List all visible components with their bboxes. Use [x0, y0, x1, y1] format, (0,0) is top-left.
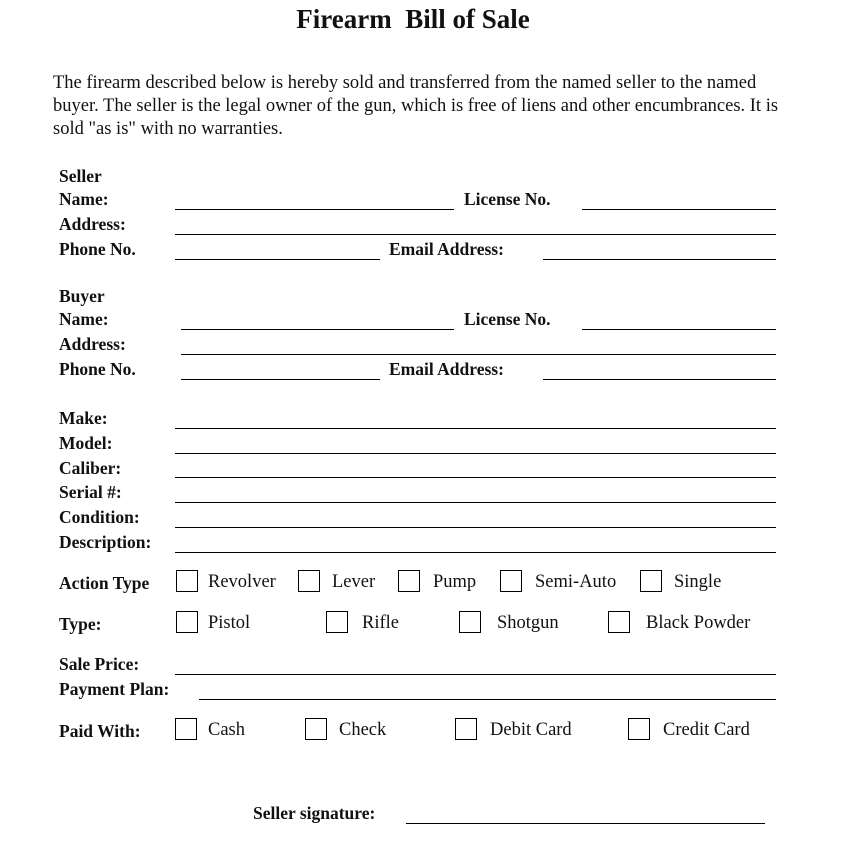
- pump-checkbox[interactable]: [398, 570, 420, 592]
- pump-label: Pump: [433, 572, 477, 592]
- model-label: Model:: [59, 433, 113, 453]
- cash-label: Cash: [208, 720, 245, 740]
- single-checkbox[interactable]: [640, 570, 662, 592]
- shotgun-checkbox[interactable]: [459, 611, 481, 633]
- buyer-name-label: Name:: [59, 309, 109, 329]
- paid-with-label: Paid With:: [59, 721, 141, 741]
- debit-card-checkbox[interactable]: [455, 718, 477, 740]
- credit-card-label: Credit Card: [663, 720, 750, 740]
- model-field[interactable]: [175, 453, 776, 454]
- revolver-checkbox[interactable]: [176, 570, 198, 592]
- caliber-label: Caliber:: [59, 458, 122, 478]
- debit-card-label: Debit Card: [490, 720, 572, 740]
- payment-plan-label: Payment Plan:: [59, 679, 170, 699]
- credit-card-checkbox[interactable]: [628, 718, 650, 740]
- make-field[interactable]: [175, 428, 776, 429]
- seller-address-field[interactable]: [175, 234, 776, 235]
- type-label: Type:: [59, 614, 102, 634]
- condition-field[interactable]: [175, 527, 776, 528]
- serial-field[interactable]: [175, 502, 776, 503]
- intro-paragraph: The firearm described below is hereby sold and transferred from the named seller to the named buyer. The seller is the legal owner of the gun, which is free of liens and other encumbrances. It is sold "as is" with no warranties.: [53, 73, 779, 139]
- description-label: Description:: [59, 532, 152, 552]
- seller-phone-field[interactable]: [175, 259, 380, 260]
- rifle-label: Rifle: [362, 613, 399, 633]
- buyer-name-field[interactable]: [181, 329, 454, 330]
- buyer-phone-label: Phone No.: [59, 359, 136, 379]
- check-label: Check: [339, 720, 387, 740]
- buyer-address-label: Address:: [59, 334, 126, 354]
- buyer-heading: Buyer: [59, 286, 105, 306]
- lever-checkbox[interactable]: [298, 570, 320, 592]
- black-powder-label: Black Powder: [646, 613, 751, 633]
- seller-signature-label: Seller signature:: [253, 803, 376, 823]
- caliber-field[interactable]: [175, 477, 776, 478]
- single-label: Single: [674, 572, 722, 592]
- action-type-label: Action Type: [59, 573, 150, 593]
- check-checkbox[interactable]: [305, 718, 327, 740]
- lever-label: Lever: [332, 572, 376, 592]
- payment-plan-field[interactable]: [199, 699, 776, 700]
- seller-license-field[interactable]: [582, 209, 776, 210]
- buyer-phone-field[interactable]: [181, 379, 380, 380]
- seller-name-label: Name:: [59, 189, 109, 209]
- rifle-checkbox[interactable]: [326, 611, 348, 633]
- buyer-address-field[interactable]: [181, 354, 776, 355]
- description-field[interactable]: [175, 552, 776, 553]
- make-label: Make:: [59, 408, 108, 428]
- seller-name-field[interactable]: [175, 209, 454, 210]
- seller-email-label: Email Address:: [389, 239, 504, 259]
- document-title: Firearm Bill of Sale: [296, 4, 530, 34]
- revolver-label: Revolver: [208, 572, 276, 592]
- serial-label: Serial #:: [59, 482, 122, 502]
- shotgun-label: Shotgun: [497, 613, 559, 633]
- pistol-checkbox[interactable]: [176, 611, 198, 633]
- buyer-license-label: License No.: [464, 309, 551, 329]
- seller-license-label: License No.: [464, 189, 551, 209]
- black-powder-checkbox[interactable]: [608, 611, 630, 633]
- cash-checkbox[interactable]: [175, 718, 197, 740]
- pistol-label: Pistol: [208, 613, 251, 633]
- seller-address-label: Address:: [59, 214, 126, 234]
- buyer-license-field[interactable]: [582, 329, 776, 330]
- sale-price-label: Sale Price:: [59, 654, 140, 674]
- condition-label: Condition:: [59, 507, 140, 527]
- sale-price-field[interactable]: [175, 674, 776, 675]
- seller-signature-field[interactable]: [406, 823, 765, 824]
- seller-heading: Seller: [59, 166, 102, 186]
- semi-auto-label: Semi-Auto: [535, 572, 617, 592]
- seller-phone-label: Phone No.: [59, 239, 136, 259]
- semi-auto-checkbox[interactable]: [500, 570, 522, 592]
- seller-email-field[interactable]: [543, 259, 776, 260]
- buyer-email-field[interactable]: [543, 379, 776, 380]
- buyer-email-label: Email Address:: [389, 359, 504, 379]
